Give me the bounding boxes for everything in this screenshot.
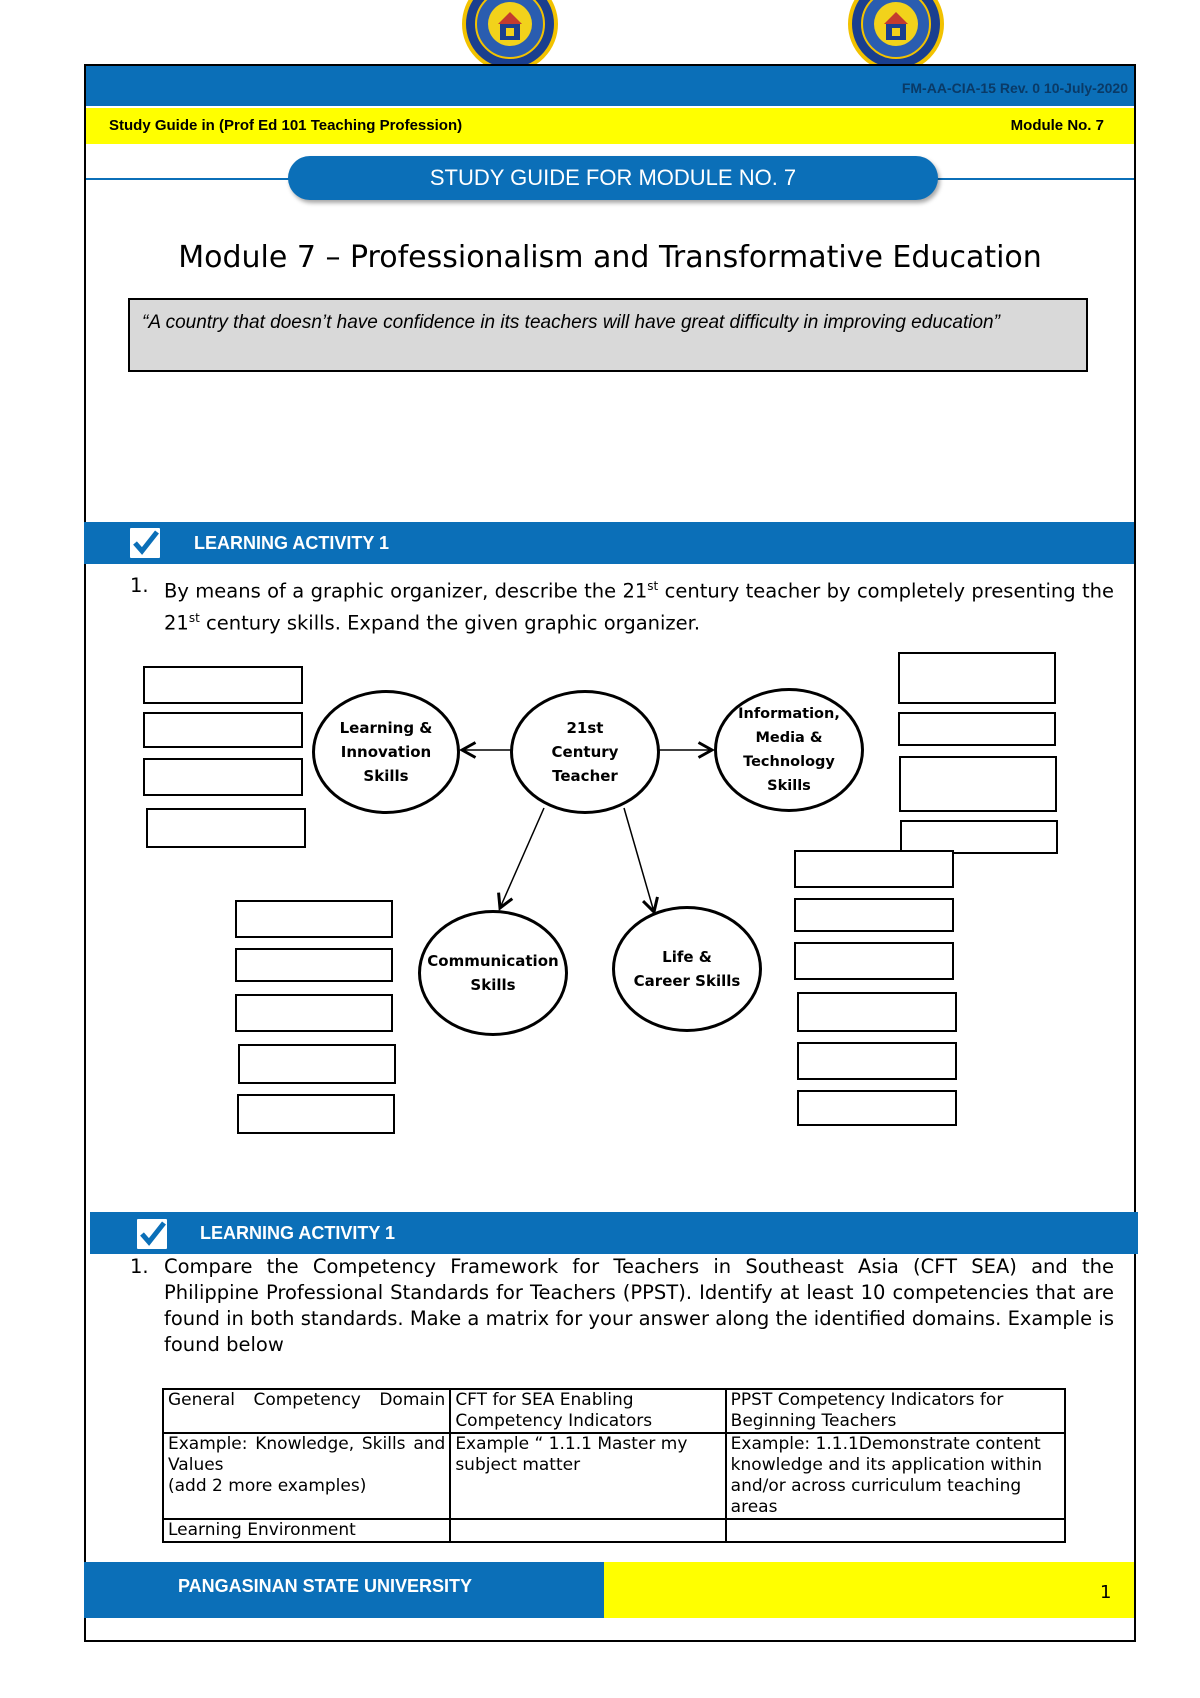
cell-text: Example: Knowledge, Skills and Values [168, 1434, 446, 1475]
answer-box[interactable] [898, 712, 1056, 746]
table-cell: Example: 1.1.1Demonstrate content knowledge and its application within and/or across curriculum teaching areas [726, 1433, 1065, 1519]
table-header-cell: CFT for SEA Enabling Competency Indicators [450, 1389, 725, 1433]
module-number-label: Module No. 7 [1010, 117, 1104, 134]
table-header-cell: PPST Competency Indicators for Beginning Teachers [726, 1389, 1065, 1433]
node-line: Skills [363, 767, 409, 785]
answer-box[interactable] [238, 1044, 396, 1084]
answer-box[interactable] [235, 900, 393, 938]
answer-box[interactable] [143, 758, 303, 796]
node-line: Technology [743, 754, 835, 770]
answer-box[interactable] [794, 898, 954, 932]
form-code: FM-AA-CIA-15 Rev. 0 10-July-2020 [901, 80, 1128, 96]
table-row [163, 1389, 1065, 1433]
module-quote: “A country that doesn’t have confidence in its teachers will have great difficulty in improving education” [128, 298, 1088, 372]
table-cell: Example “ 1.1.1 Master my subject matter [450, 1433, 725, 1519]
center-node [510, 690, 660, 814]
table-row [163, 1433, 1065, 1519]
instruction-text: Compare the Competency Framework for Teachers in Southeast Asia (CFT SEA) and the Philippine Professional Standards for Teachers (PPST). Identify at least 10 competencies that are found in both standards. Make a matrix for your answer along the identified domains. Example is found below [164, 1255, 1114, 1356]
node-line: Media & [755, 730, 823, 746]
superscript: st [188, 610, 200, 625]
node-line: Skills [470, 976, 516, 994]
answer-box[interactable] [898, 652, 1056, 704]
activity2-instruction [130, 1254, 1114, 1358]
answer-box[interactable] [237, 1094, 395, 1134]
table-cell[interactable] [726, 1519, 1065, 1542]
table-cell [163, 1433, 450, 1519]
node-line: Century [551, 743, 619, 761]
learning-activity-title: LEARNING ACTIVITY 1 [200, 1223, 396, 1243]
cell-text: (add 2 more examples) [168, 1476, 367, 1496]
learning-innovation-node [312, 690, 460, 814]
node-line: Learning & [339, 719, 433, 737]
node-line: Communication [427, 952, 559, 970]
learning-activity-title: LEARNING ACTIVITY 1 [194, 533, 390, 553]
communication-node [418, 910, 568, 1036]
node-line: Career Skills [633, 972, 741, 990]
table-header-cell: General Competency Domain [163, 1389, 450, 1433]
answer-box[interactable] [794, 942, 954, 980]
table-row [163, 1519, 1065, 1542]
answer-box[interactable] [235, 994, 393, 1032]
checkbox-icon [134, 1216, 170, 1252]
instruction-part: century teacher by completely presenting the 21 [164, 579, 1114, 634]
table-cell: Learning Environment [163, 1519, 450, 1542]
answer-box[interactable] [797, 992, 957, 1032]
study-guide-label: Study Guide in (Prof Ed 101 Teaching Profession) [109, 117, 463, 134]
node-line: Life & [662, 948, 712, 966]
answer-box[interactable] [900, 820, 1058, 854]
node-line: Teacher [552, 767, 618, 785]
arrow-to-life [624, 808, 654, 912]
answer-box[interactable] [899, 756, 1057, 812]
answer-box[interactable] [794, 850, 954, 888]
answer-box[interactable] [143, 666, 303, 704]
node-line: Skills [767, 778, 811, 794]
instruction-part: century skills. Expand the given graphic organizer. [199, 611, 701, 634]
footer-university: PANGASINAN STATE UNIVERSITY [178, 1576, 473, 1596]
table-cell[interactable] [450, 1519, 725, 1542]
answer-box[interactable] [797, 1042, 957, 1080]
node-line: 21st [566, 719, 604, 737]
superscript: st [647, 579, 659, 593]
answer-box[interactable] [146, 808, 306, 848]
item-number: 1. [130, 1255, 149, 1278]
answer-box[interactable] [235, 948, 393, 982]
instruction-part: By means of a graphic organizer, describe the 21 [164, 579, 648, 603]
module-title: Module 7 – Professionalism and Transformative Education [178, 240, 1042, 275]
competency-matrix [162, 1388, 1066, 1543]
answer-box[interactable] [143, 712, 303, 748]
study-guide-banner: STUDY GUIDE FOR MODULE NO. 7 [288, 156, 938, 200]
node-line: Innovation [340, 743, 432, 761]
arrow-to-communication [500, 808, 544, 908]
answer-box[interactable] [797, 1090, 957, 1126]
information-media-node [714, 688, 864, 812]
page-number: 1 [1100, 1582, 1112, 1603]
node-line: Information, [738, 706, 840, 722]
footer-yellow-bar [604, 1562, 1134, 1618]
item-number: 1. [130, 574, 149, 597]
life-career-node [612, 906, 762, 1032]
